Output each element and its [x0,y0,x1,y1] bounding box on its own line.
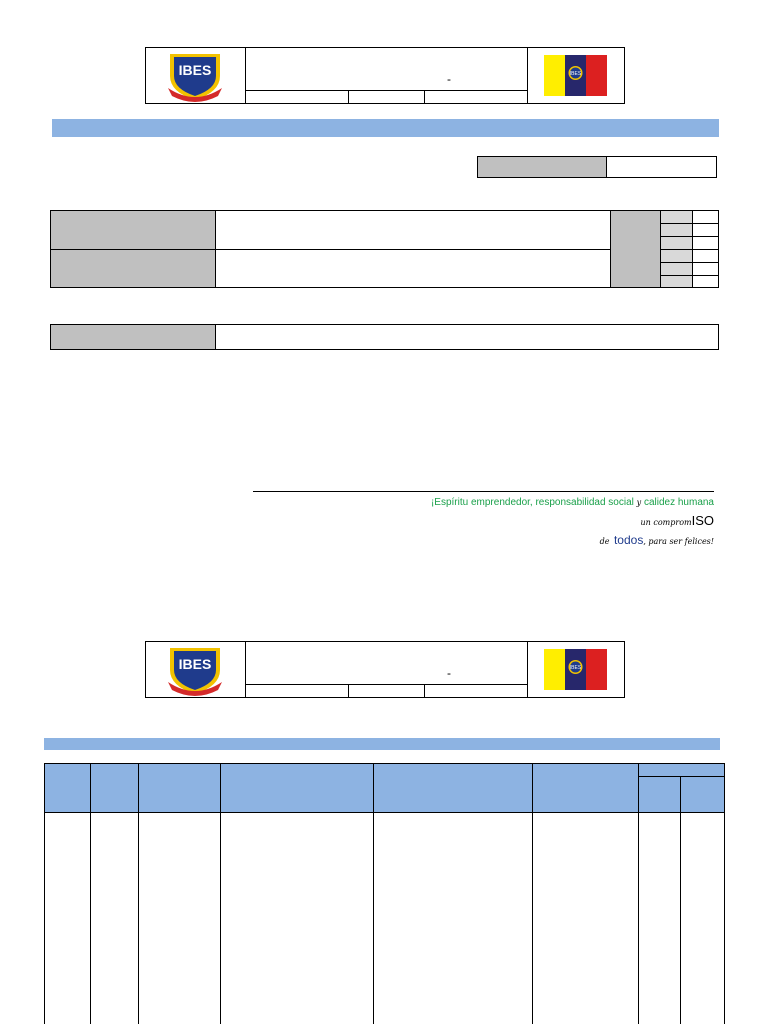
footer-todos [600,531,714,549]
slogan-main: ¡Espíritu emprendedor, responsabilidad social [430,497,634,508]
grid-col-line [220,763,221,1024]
header-subrow-line-1 [245,90,527,91]
footer-commitment [641,512,714,530]
header-subcell-div-a-1 [348,90,349,104]
section-band-1 [52,119,719,137]
footer-slogan [431,497,714,508]
mini-grid-hline [660,223,719,224]
ibes-flag-icon [544,649,607,690]
header-subcell-div-b-2 [424,684,425,698]
grid-col-line [90,763,91,1024]
table-value-cell-1 [215,210,611,250]
table-label-cell-2 [50,249,216,288]
header-divider-left-1 [245,47,246,104]
ibes-logo-icon [166,642,224,698]
header-divider-right-1 [527,47,528,104]
grid-col-line [680,776,681,1024]
grid-col-line [138,763,139,1024]
table-side-cell [610,210,661,288]
grid-group-hline [638,776,725,777]
slogan-end: calidez humana [643,497,714,508]
header-divider-right-2 [527,641,528,698]
header-subcell-div-b-1 [424,90,425,104]
flag-emblem-text: IBES [569,71,582,77]
logo-text: IBES [178,62,212,78]
row-value-cell [215,324,719,350]
flag-emblem-text: IBES [569,665,582,671]
todos-word: todos [613,533,644,547]
grid-header [44,763,725,813]
todos-post: , para ser felices! [643,537,714,546]
header-dash-1: - [447,72,451,86]
mini-grid-hline [660,236,719,237]
mini-grid-hline [660,262,719,263]
info-value-cell [606,156,717,178]
mini-grid-hline [660,275,719,276]
header-divider-left-2 [245,641,246,698]
info-label-cell [477,156,607,178]
row-label-cell [50,324,216,350]
header-dash-2: - [447,666,451,680]
grid-body [44,812,725,1024]
ibes-flag-icon [544,55,607,96]
ibes-logo-icon [166,48,224,104]
table-value-cell-2 [215,249,611,288]
todos-pre: de [599,537,610,546]
grid-col-line [373,763,374,1024]
commit-iso: ISO [691,513,714,528]
table-label-cell-1 [50,210,216,250]
grid-col-line [532,763,533,1024]
commit-pre: un comprom [640,518,692,527]
section-band-2 [44,738,720,750]
header-subcell-div-a-2 [348,684,349,698]
mini-grid-hline [660,249,719,250]
logo-text: IBES [178,656,212,672]
header-subrow-line-2 [245,684,527,685]
footer-rule [253,491,714,492]
slogan-y: y [636,498,642,507]
grid-col-line [638,763,639,1024]
